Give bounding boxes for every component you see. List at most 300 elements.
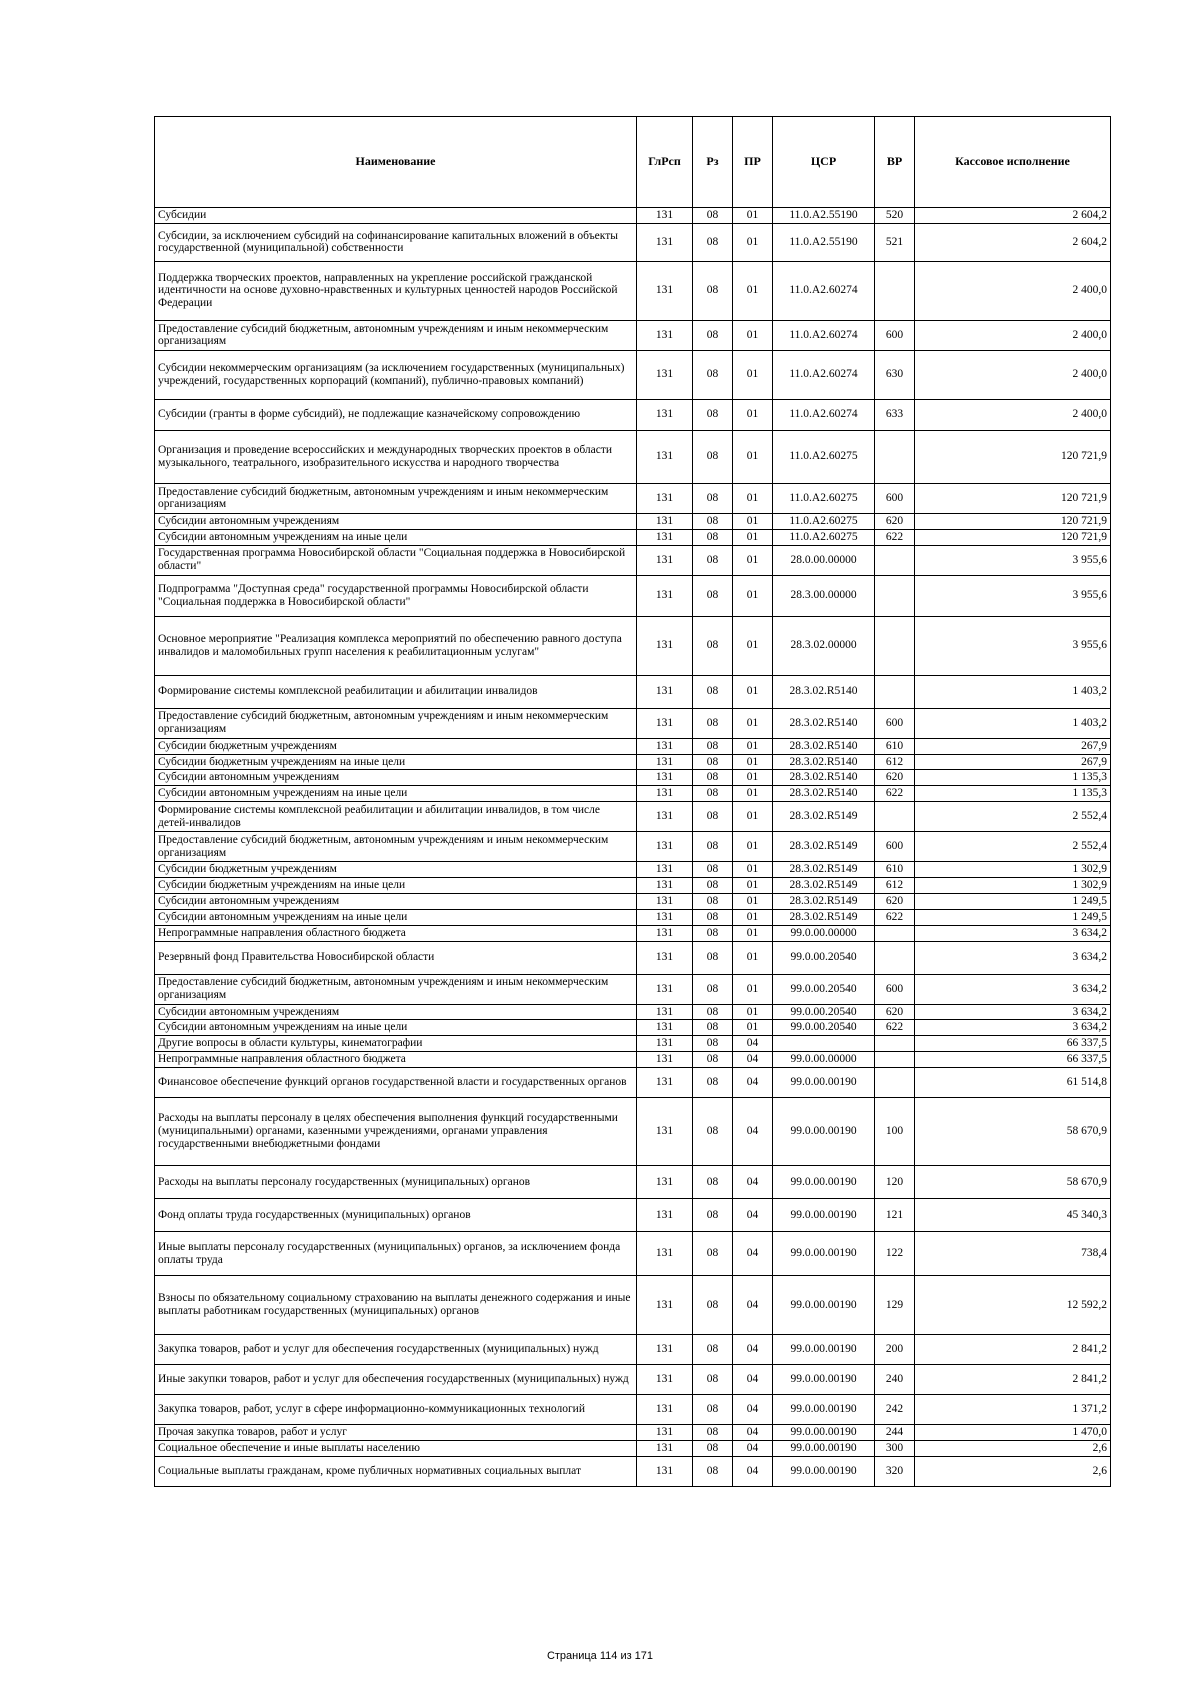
cell-pr: 04: [733, 1276, 773, 1335]
cell-csr: 99.0.00.00190: [773, 1068, 875, 1098]
cell-rz: 08: [693, 1395, 733, 1425]
cell-vr: 633: [875, 399, 915, 430]
cell-cash-execution: 1 249,5: [915, 909, 1111, 925]
cell-glrsp: 131: [637, 1199, 693, 1232]
cell-glrsp: 131: [637, 1052, 693, 1068]
cell-csr: 99.0.00.20540: [773, 974, 875, 1004]
table-row: [155, 430, 1111, 483]
header-rz: Рз: [693, 117, 733, 208]
table-row: [155, 513, 1111, 529]
cell-name: Финансовое обеспечение функций органов государственной власти и государственных органов: [155, 1068, 637, 1098]
cell-rz: 08: [693, 529, 733, 545]
cell-name: Взносы по обязательному социальному страхованию на выплаты денежного содержания и иные выплаты работникам государственных (муниципальных) органов: [155, 1276, 637, 1335]
cell-glrsp: 131: [637, 1395, 693, 1425]
table-row: [155, 616, 1111, 675]
cell-cash-execution: 2,6: [915, 1440, 1111, 1456]
cell-rz: 08: [693, 1036, 733, 1052]
cell-name: Предоставление субсидий бюджетным, автономным учреждениям и иным некоммерческим организациям: [155, 483, 637, 513]
cell-name: Поддержка творческих проектов, направленных на укрепление российской гражданской идентичности на основе духовно-нравственных и культурных ценностей народов Российской Федерации: [155, 261, 637, 320]
cell-vr: 244: [875, 1425, 915, 1441]
cell-pr: 01: [733, 770, 773, 786]
cell-rz: 08: [693, 770, 733, 786]
cell-pr: 01: [733, 738, 773, 754]
cell-vr: 622: [875, 909, 915, 925]
cell-pr: 04: [733, 1036, 773, 1052]
cell-glrsp: 131: [637, 878, 693, 894]
cell-pr: 01: [733, 616, 773, 675]
cell-vr: 622: [875, 529, 915, 545]
cell-pr: 01: [733, 708, 773, 738]
cell-rz: 08: [693, 1276, 733, 1335]
table-row: [155, 974, 1111, 1004]
cell-vr: [875, 1036, 915, 1052]
cell-glrsp: 131: [637, 1440, 693, 1456]
cell-csr: 28.0.00.00000: [773, 545, 875, 575]
cell-name: Фонд оплаты труда государственных (муниципальных) органов: [155, 1199, 637, 1232]
table-row: [155, 878, 1111, 894]
cell-vr: 622: [875, 1020, 915, 1036]
cell-rz: 08: [693, 1425, 733, 1441]
cell-csr: 99.0.00.00190: [773, 1456, 875, 1486]
cell-vr: 600: [875, 832, 915, 862]
table-row: [155, 675, 1111, 708]
cell-cash-execution: 1 302,9: [915, 862, 1111, 878]
cell-csr: 11.0.A2.55190: [773, 223, 875, 261]
cell-pr: 01: [733, 802, 773, 832]
cell-glrsp: 131: [637, 529, 693, 545]
cell-name: Подпрограмма "Доступная среда" государственной программы Новосибирской области "Социальная поддержка в Новосибирской области": [155, 575, 637, 616]
table-row: [155, 738, 1111, 754]
cell-csr: 99.0.00.20540: [773, 1004, 875, 1020]
cell-pr: 01: [733, 862, 773, 878]
cell-name: Закупка товаров, работ, услуг в сфере информационно-коммуникационных технологий: [155, 1395, 637, 1425]
cell-csr: 28.3.02.R5149: [773, 862, 875, 878]
header-vr: ВР: [875, 117, 915, 208]
cell-glrsp: 131: [637, 770, 693, 786]
table-row: [155, 1004, 1111, 1020]
cell-rz: 08: [693, 223, 733, 261]
cell-cash-execution: 738,4: [915, 1232, 1111, 1276]
cell-name: Субсидии: [155, 208, 637, 224]
cell-name: Организация и проведение всероссийских и международных творческих проектов в области музыкального, театрального, изобразительного искусства и народного творчества: [155, 430, 637, 483]
cell-pr: 04: [733, 1440, 773, 1456]
table-row: [155, 909, 1111, 925]
cell-csr: 28.3.02.R5149: [773, 893, 875, 909]
cell-vr: 300: [875, 1440, 915, 1456]
cell-cash-execution: 2,6: [915, 1456, 1111, 1486]
table-body: [155, 208, 1111, 1487]
cell-csr: 99.0.00.00190: [773, 1166, 875, 1199]
cell-csr: 28.3.00.00000: [773, 575, 875, 616]
cell-pr: 01: [733, 878, 773, 894]
page-number: Страница 114 из 171: [546, 1650, 654, 1662]
cell-glrsp: 131: [637, 909, 693, 925]
cell-glrsp: 131: [637, 941, 693, 974]
cell-glrsp: 131: [637, 738, 693, 754]
cell-pr: 04: [733, 1365, 773, 1395]
cell-pr: 01: [733, 575, 773, 616]
cell-rz: 08: [693, 1004, 733, 1020]
cell-glrsp: 131: [637, 708, 693, 738]
cell-pr: 01: [733, 208, 773, 224]
table-row: [155, 708, 1111, 738]
cell-glrsp: 131: [637, 675, 693, 708]
cell-name: Субсидии автономным учреждениям: [155, 893, 637, 909]
cell-pr: 01: [733, 1020, 773, 1036]
cell-vr: 521: [875, 223, 915, 261]
cell-glrsp: 131: [637, 545, 693, 575]
cell-csr: 99.0.00.00190: [773, 1232, 875, 1276]
cell-csr: 99.0.00.00000: [773, 1052, 875, 1068]
table-row: [155, 1020, 1111, 1036]
cell-glrsp: 131: [637, 1365, 693, 1395]
table-row: [155, 754, 1111, 770]
cell-rz: 08: [693, 925, 733, 941]
cell-csr: 28.3.02.R5149: [773, 909, 875, 925]
cell-cash-execution: 2 400,0: [915, 320, 1111, 350]
cell-rz: 08: [693, 575, 733, 616]
cell-name: Предоставление субсидий бюджетным, автономным учреждениям и иным некоммерческим организациям: [155, 708, 637, 738]
cell-vr: 612: [875, 754, 915, 770]
cell-cash-execution: 58 670,9: [915, 1098, 1111, 1166]
cell-name: Субсидии автономным учреждениям на иные цели: [155, 786, 637, 802]
cell-name: Субсидии автономным учреждениям на иные цели: [155, 909, 637, 925]
table-row: [155, 350, 1111, 399]
cell-vr: 520: [875, 208, 915, 224]
cell-name: Предоставление субсидий бюджетным, автономным учреждениям и иным некоммерческим организациям: [155, 320, 637, 350]
cell-name: Субсидии автономным учреждениям: [155, 770, 637, 786]
cell-rz: 08: [693, 616, 733, 675]
cell-csr: 11.0.A2.60275: [773, 513, 875, 529]
cell-name: Резервный фонд Правительства Новосибирской области: [155, 941, 637, 974]
table-row: [155, 1425, 1111, 1441]
cell-glrsp: 131: [637, 832, 693, 862]
cell-pr: 01: [733, 261, 773, 320]
cell-rz: 08: [693, 1166, 733, 1199]
cell-name: Расходы на выплаты персоналу в целях обеспечения выполнения функций государственными (муниципальными) органами, казенными учреждениями, органами управления государственными внебюджетными фондами: [155, 1098, 637, 1166]
cell-csr: 11.0.A2.60275: [773, 529, 875, 545]
cell-vr: 600: [875, 708, 915, 738]
cell-cash-execution: 1 249,5: [915, 893, 1111, 909]
header-csr: ЦСР: [773, 117, 875, 208]
cell-name: Иные выплаты персоналу государственных (муниципальных) органов, за исключением фонда оплаты труда: [155, 1232, 637, 1276]
table-row: [155, 893, 1111, 909]
header-cash-execution: Кассовое исполнение: [915, 117, 1111, 208]
cell-rz: 08: [693, 1232, 733, 1276]
cell-rz: 08: [693, 1365, 733, 1395]
table-row: [155, 1335, 1111, 1365]
cell-name: Непрограммные направления областного бюджета: [155, 925, 637, 941]
cell-name: Предоставление субсидий бюджетным, автономным учреждениям и иным некоммерческим организациям: [155, 832, 637, 862]
cell-cash-execution: 2 604,2: [915, 223, 1111, 261]
cell-pr: 01: [733, 786, 773, 802]
cell-cash-execution: 1 403,2: [915, 675, 1111, 708]
cell-csr: [773, 1036, 875, 1052]
header-pr: ПР: [733, 117, 773, 208]
table-row: [155, 223, 1111, 261]
cell-rz: 08: [693, 708, 733, 738]
cell-cash-execution: 1 470,0: [915, 1425, 1111, 1441]
cell-pr: 01: [733, 483, 773, 513]
cell-rz: 08: [693, 1068, 733, 1098]
cell-name: Социальные выплаты гражданам, кроме публичных нормативных социальных выплат: [155, 1456, 637, 1486]
table-row: [155, 1166, 1111, 1199]
cell-cash-execution: 3 634,2: [915, 941, 1111, 974]
cell-name: Субсидии автономным учреждениям на иные цели: [155, 529, 637, 545]
cell-cash-execution: 12 592,2: [915, 1276, 1111, 1335]
cell-name: Расходы на выплаты персоналу государственных (муниципальных) органов: [155, 1166, 637, 1199]
cell-cash-execution: 3 634,2: [915, 974, 1111, 1004]
cell-pr: 04: [733, 1068, 773, 1098]
cell-pr: 01: [733, 909, 773, 925]
cell-glrsp: 131: [637, 575, 693, 616]
cell-name: Субсидии автономным учреждениям: [155, 1004, 637, 1020]
cell-pr: 01: [733, 1004, 773, 1020]
table-row: [155, 320, 1111, 350]
cell-pr: 01: [733, 350, 773, 399]
cell-pr: 01: [733, 832, 773, 862]
cell-csr: 99.0.00.00190: [773, 1425, 875, 1441]
cell-name: Субсидии (гранты в форме субсидий), не подлежащие казначейскому сопровождению: [155, 399, 637, 430]
cell-name: Субсидии автономным учреждениям: [155, 513, 637, 529]
cell-cash-execution: 120 721,9: [915, 529, 1111, 545]
cell-rz: 08: [693, 1456, 733, 1486]
cell-glrsp: 131: [637, 513, 693, 529]
cell-glrsp: 131: [637, 974, 693, 1004]
cell-vr: 630: [875, 350, 915, 399]
cell-cash-execution: 45 340,3: [915, 1199, 1111, 1232]
cell-csr: 28.3.02.R5140: [773, 738, 875, 754]
cell-name: Субсидии, за исключением субсидий на софинансирование капитальных вложений в объекты государственной (муниципальной) собственности: [155, 223, 637, 261]
cell-rz: 08: [693, 1199, 733, 1232]
cell-csr: 99.0.00.00190: [773, 1335, 875, 1365]
cell-csr: 28.3.02.R5149: [773, 832, 875, 862]
table-row: [155, 1052, 1111, 1068]
cell-pr: 01: [733, 320, 773, 350]
cell-pr: 01: [733, 513, 773, 529]
cell-pr: 01: [733, 430, 773, 483]
cell-vr: [875, 261, 915, 320]
cell-csr: 28.3.02.R5140: [773, 770, 875, 786]
cell-name: Другие вопросы в области культуры, кинематографии: [155, 1036, 637, 1052]
cell-vr: [875, 575, 915, 616]
cell-pr: 01: [733, 893, 773, 909]
cell-cash-execution: 1 371,2: [915, 1395, 1111, 1425]
cell-csr: 99.0.00.00190: [773, 1276, 875, 1335]
cell-cash-execution: 2 552,4: [915, 832, 1111, 862]
cell-rz: 08: [693, 1052, 733, 1068]
table-row: [155, 529, 1111, 545]
cell-glrsp: 131: [637, 223, 693, 261]
cell-vr: [875, 1052, 915, 1068]
cell-csr: 11.0.A2.60275: [773, 483, 875, 513]
cell-pr: 01: [733, 545, 773, 575]
cell-csr: 99.0.00.20540: [773, 941, 875, 974]
cell-name: Субсидии бюджетным учреждениям на иные цели: [155, 878, 637, 894]
cell-glrsp: 131: [637, 925, 693, 941]
table-row: [155, 483, 1111, 513]
cell-rz: 08: [693, 430, 733, 483]
cell-rz: 08: [693, 483, 733, 513]
cell-cash-execution: 66 337,5: [915, 1036, 1111, 1052]
cell-rz: 08: [693, 1335, 733, 1365]
cell-csr: 99.0.00.00190: [773, 1365, 875, 1395]
cell-name: Иные закупки товаров, работ и услуг для обеспечения государственных (муниципальных) нужд: [155, 1365, 637, 1395]
cell-csr: 99.0.00.00190: [773, 1098, 875, 1166]
cell-csr: 99.0.00.00190: [773, 1440, 875, 1456]
cell-glrsp: 131: [637, 1425, 693, 1441]
cell-pr: 01: [733, 974, 773, 1004]
cell-pr: 04: [733, 1052, 773, 1068]
cell-vr: [875, 430, 915, 483]
cell-glrsp: 131: [637, 616, 693, 675]
cell-cash-execution: 1 135,3: [915, 786, 1111, 802]
cell-vr: 620: [875, 513, 915, 529]
cell-rz: 08: [693, 208, 733, 224]
cell-rz: 08: [693, 738, 733, 754]
cell-pr: 01: [733, 941, 773, 974]
budget-table: [154, 116, 1111, 1487]
cell-csr: 28.3.02.R5149: [773, 878, 875, 894]
cell-pr: 04: [733, 1098, 773, 1166]
cell-rz: 08: [693, 350, 733, 399]
cell-glrsp: 131: [637, 1232, 693, 1276]
table-row: [155, 1098, 1111, 1166]
cell-vr: 200: [875, 1335, 915, 1365]
table-row: [155, 1036, 1111, 1052]
cell-csr: 11.0.A2.60275: [773, 430, 875, 483]
cell-cash-execution: 1 403,2: [915, 708, 1111, 738]
cell-glrsp: 131: [637, 1098, 693, 1166]
cell-glrsp: 131: [637, 320, 693, 350]
cell-cash-execution: 3 955,6: [915, 616, 1111, 675]
cell-pr: 04: [733, 1335, 773, 1365]
cell-vr: 600: [875, 320, 915, 350]
cell-vr: 622: [875, 786, 915, 802]
cell-cash-execution: 267,9: [915, 738, 1111, 754]
table-row: [155, 1068, 1111, 1098]
cell-name: Непрограммные направления областного бюджета: [155, 1052, 637, 1068]
cell-cash-execution: 3 634,2: [915, 1004, 1111, 1020]
cell-vr: 600: [875, 483, 915, 513]
cell-rz: 08: [693, 545, 733, 575]
cell-rz: 08: [693, 941, 733, 974]
cell-cash-execution: 1 302,9: [915, 878, 1111, 894]
cell-csr: 28.3.02.R5140: [773, 786, 875, 802]
cell-cash-execution: 2 400,0: [915, 350, 1111, 399]
cell-glrsp: 131: [637, 893, 693, 909]
cell-name: Субсидии бюджетным учреждениям: [155, 862, 637, 878]
cell-cash-execution: 58 670,9: [915, 1166, 1111, 1199]
table-row: [155, 545, 1111, 575]
cell-rz: 08: [693, 802, 733, 832]
cell-cash-execution: 2 552,4: [915, 802, 1111, 832]
cell-vr: [875, 1068, 915, 1098]
cell-pr: 01: [733, 675, 773, 708]
cell-pr: 04: [733, 1166, 773, 1199]
cell-vr: 121: [875, 1199, 915, 1232]
cell-vr: 129: [875, 1276, 915, 1335]
cell-glrsp: 131: [637, 1004, 693, 1020]
cell-name: Предоставление субсидий бюджетным, автономным учреждениям и иным некоммерческим организациям: [155, 974, 637, 1004]
cell-vr: 320: [875, 1456, 915, 1486]
cell-csr: 99.0.00.00000: [773, 925, 875, 941]
cell-vr: 610: [875, 738, 915, 754]
cell-vr: 100: [875, 1098, 915, 1166]
cell-name: Субсидии бюджетным учреждениям: [155, 738, 637, 754]
cell-cash-execution: 120 721,9: [915, 483, 1111, 513]
cell-csr: 99.0.00.20540: [773, 1020, 875, 1036]
cell-rz: 08: [693, 786, 733, 802]
cell-csr: 11.0.A2.55190: [773, 208, 875, 224]
cell-pr: 04: [733, 1199, 773, 1232]
cell-csr: 28.3.02.R5140: [773, 754, 875, 770]
cell-vr: 240: [875, 1365, 915, 1395]
table-row: [155, 208, 1111, 224]
cell-glrsp: 131: [637, 786, 693, 802]
cell-csr: 11.0.A2.60274: [773, 261, 875, 320]
cell-cash-execution: 267,9: [915, 754, 1111, 770]
cell-name: Формирование системы комплексной реабилитации и абилитации инвалидов: [155, 675, 637, 708]
cell-cash-execution: 3 955,6: [915, 545, 1111, 575]
cell-vr: 620: [875, 770, 915, 786]
cell-pr: 01: [733, 754, 773, 770]
table-row: [155, 261, 1111, 320]
cell-vr: 610: [875, 862, 915, 878]
table-row: [155, 575, 1111, 616]
table-row: [155, 770, 1111, 786]
cell-csr: 99.0.00.00190: [773, 1199, 875, 1232]
cell-glrsp: 131: [637, 754, 693, 770]
cell-csr: 28.3.02.R5140: [773, 675, 875, 708]
cell-vr: [875, 616, 915, 675]
table-row: [155, 802, 1111, 832]
cell-csr: 99.0.00.00190: [773, 1395, 875, 1425]
table-header-row: [155, 117, 1111, 208]
cell-pr: 01: [733, 925, 773, 941]
table-row: [155, 941, 1111, 974]
cell-csr: 28.3.02.R5140: [773, 708, 875, 738]
cell-name: Основное мероприятие "Реализация комплекса мероприятий по обеспечению равного доступа инвалидов и маломобильных групп населения к реабилитационным услугам": [155, 616, 637, 675]
cell-rz: 08: [693, 261, 733, 320]
cell-glrsp: 131: [637, 1166, 693, 1199]
cell-glrsp: 131: [637, 350, 693, 399]
table-row: [155, 1232, 1111, 1276]
cell-glrsp: 131: [637, 1068, 693, 1098]
table-row: [155, 832, 1111, 862]
cell-name: Формирование системы комплексной реабилитации и абилитации инвалидов, в том числе детей-инвалидов: [155, 802, 637, 832]
cell-rz: 08: [693, 893, 733, 909]
cell-vr: 122: [875, 1232, 915, 1276]
table-row: [155, 1276, 1111, 1335]
header-name: Наименование: [155, 117, 637, 208]
cell-name: Субсидии автономным учреждениям на иные цели: [155, 1020, 637, 1036]
cell-glrsp: 131: [637, 1276, 693, 1335]
table-row: [155, 925, 1111, 941]
cell-vr: 120: [875, 1166, 915, 1199]
cell-rz: 08: [693, 754, 733, 770]
cell-name: Субсидии бюджетным учреждениям на иные цели: [155, 754, 637, 770]
cell-cash-execution: 2 604,2: [915, 208, 1111, 224]
cell-vr: [875, 802, 915, 832]
cell-rz: 08: [693, 513, 733, 529]
cell-glrsp: 131: [637, 430, 693, 483]
table-row: [155, 786, 1111, 802]
cell-pr: 04: [733, 1395, 773, 1425]
cell-glrsp: 131: [637, 1335, 693, 1365]
table-row: [155, 1440, 1111, 1456]
cell-vr: [875, 675, 915, 708]
